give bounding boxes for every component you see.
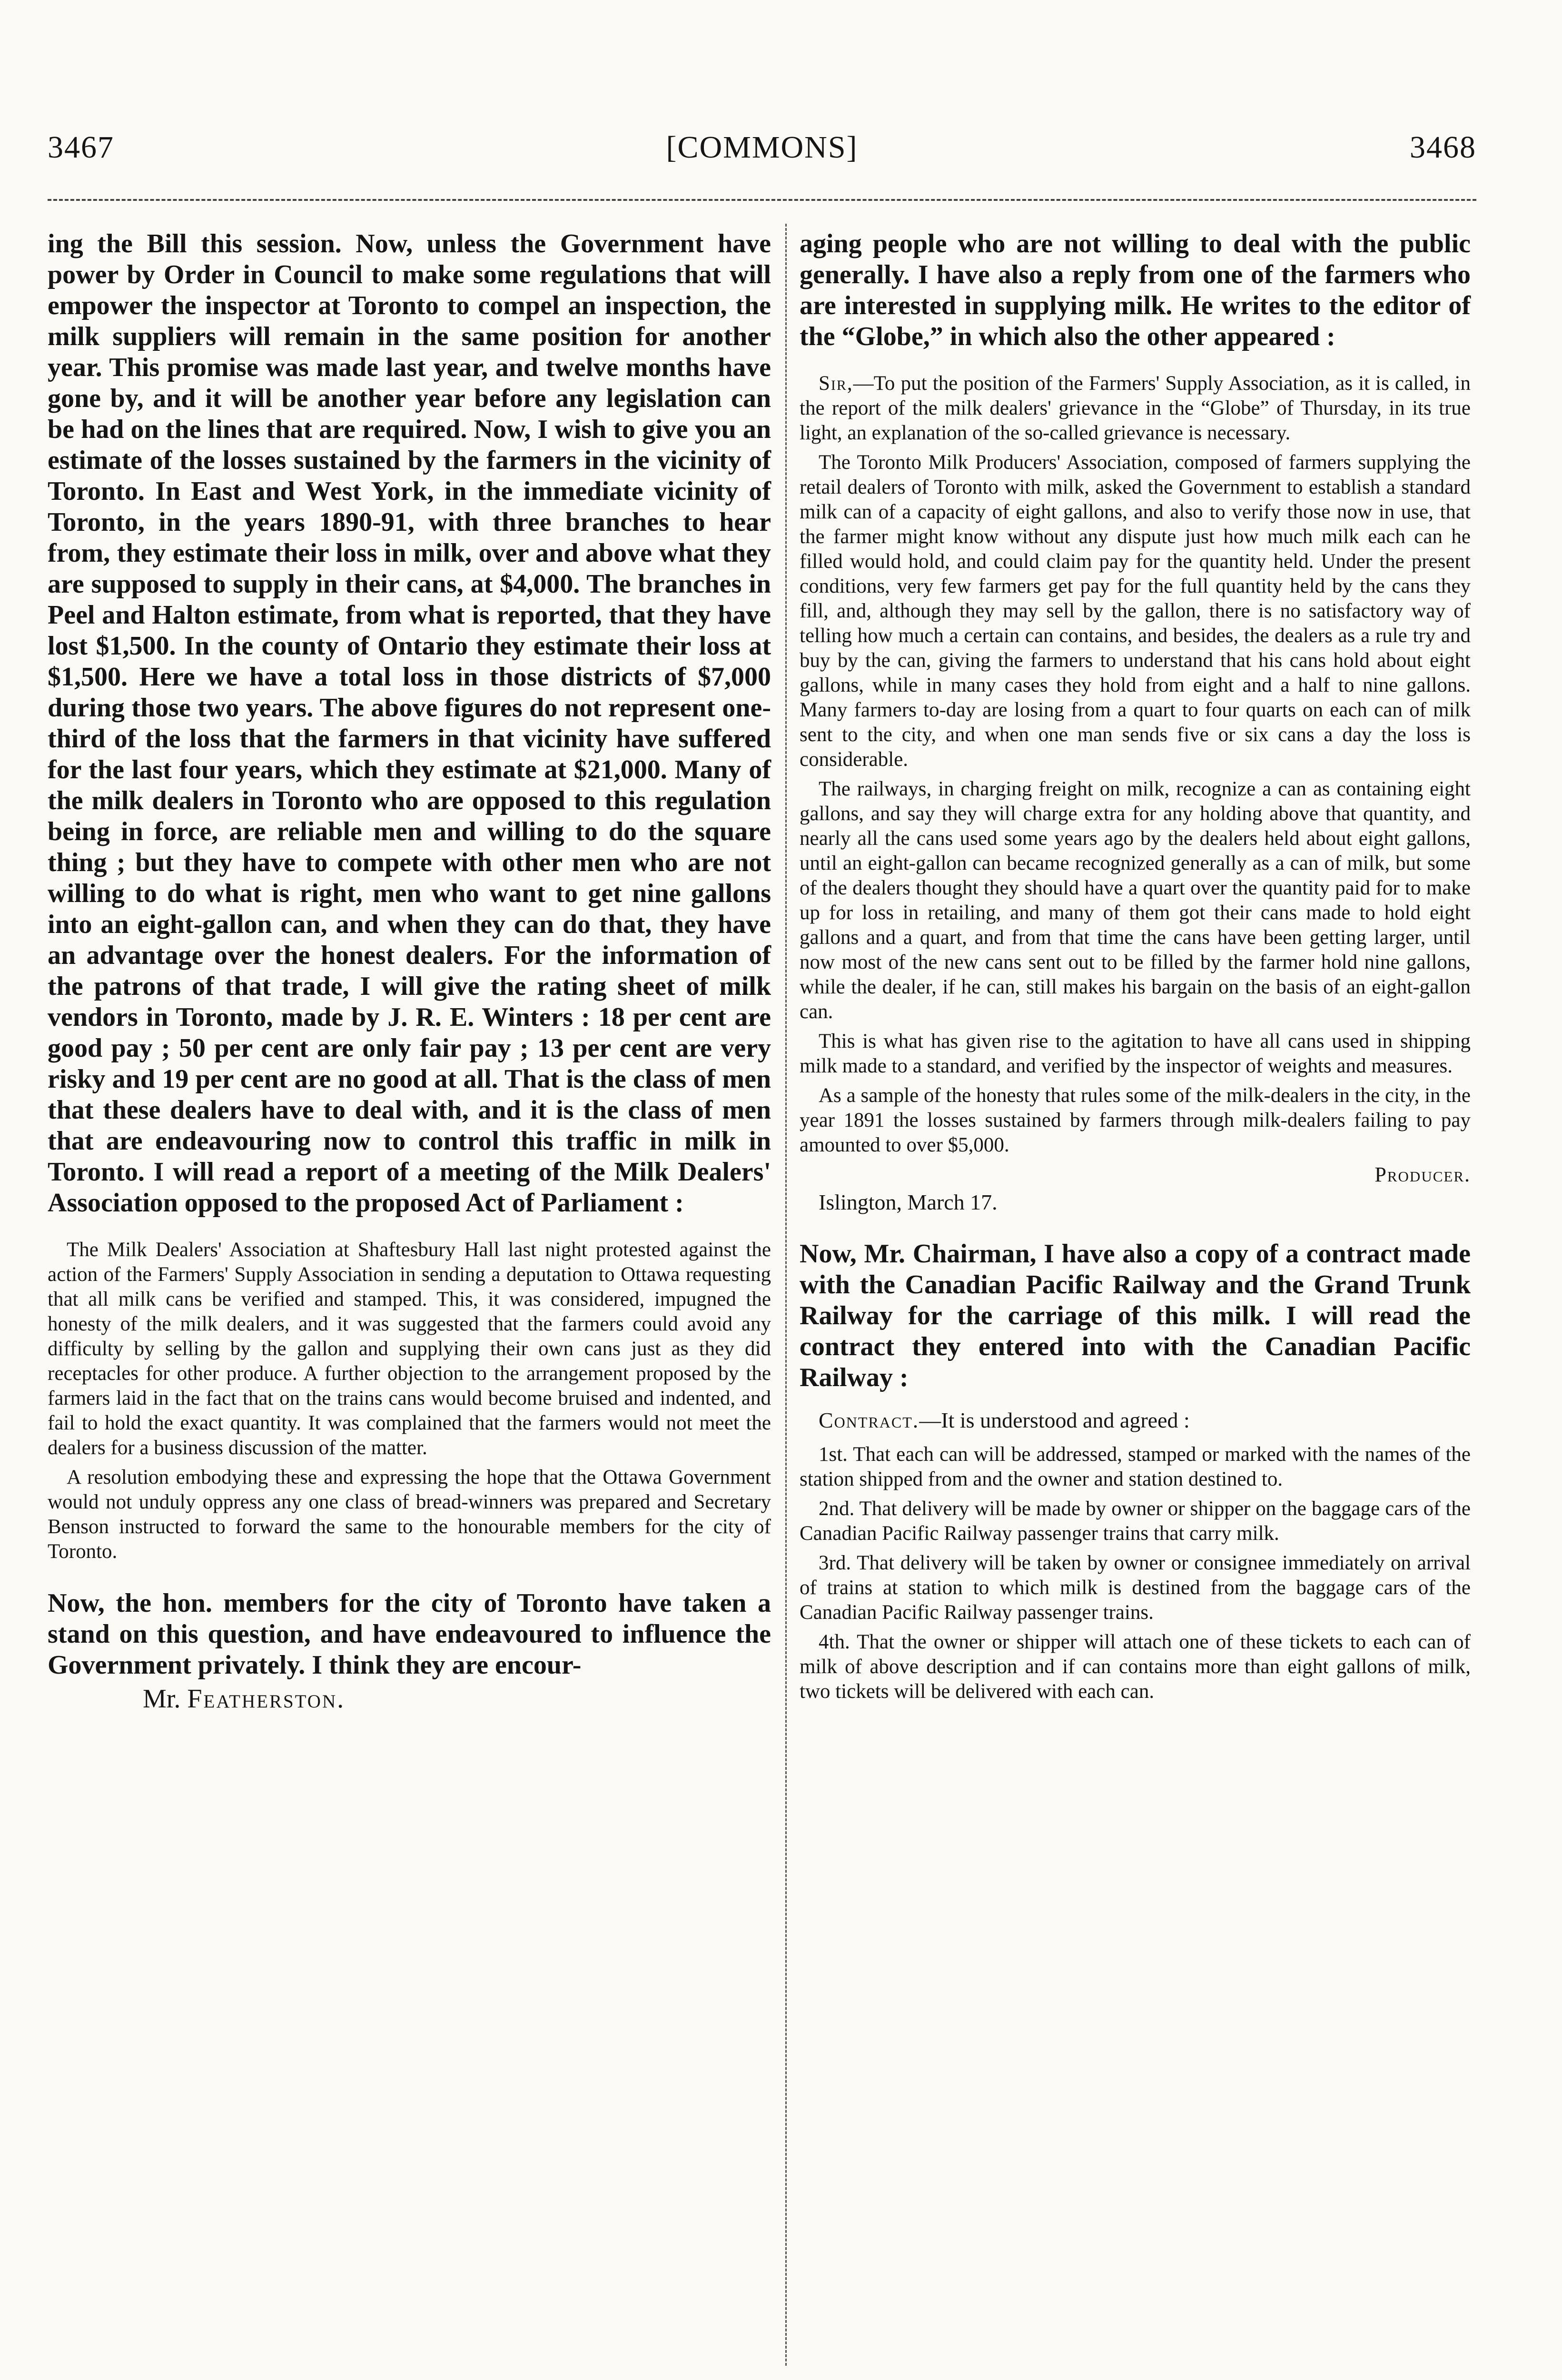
running-title: [COMMONS]: [666, 130, 858, 165]
letter-signature: Producer.: [1374, 1163, 1471, 1186]
page-number-right: 3468: [1409, 130, 1476, 165]
speech-paragraph: ing the Bill this session. Now, unless the Government have power by Order in Council to make some regulations that will empower the inspector at Toronto to compel an inspection, the milk suppliers will remain in the same position for another year. This promise was made last year, and twelve months have gone by, and it will be another year before any legislation can be had on the lines that are required. Now, I wish to give you an estimate of the losses sustained by the farmers in the vicinity of Toronto. In East and West York, in the immediate vicinity of Toronto, in the years 1890-91, with three branches to hear from, they estimate their loss in milk, over and above what they are supposed to supply in their cans, at $4,000. The branches in Peel and Halton estimate, from what is reported, that they have lost $1,500. In the county of Ontario they estimate their loss at $1,500. Here we have a total loss in those districts of $7,000 during those two years. The above figures do not represent one-third of the loss that the farmers in that vicinity have suffered for the last four years, which they estimate at $21,000. Many of the milk dealers in Toronto who are opposed to this regulation being in force, are reliable men and willing to do the square thing ; but they have to compete with other men who are not willing to do what is right, men who want to get nine gallons into an eight-gallon can, and when they can do that, they have an advantage over the honest dealers. For the information of the patrons of that trade, I will give the rating sheet of milk vendors in Toronto, made by J. R. E. Winters : 18 per cent are good pay ; 50 per cent are only fair pay ; 13 per cent are very risky and 19 per cent are no good at all. That is the class of men that these dealers have to deal with, and it is the class of men that are endeavouring now to control this traffic in milk in Toronto. I will read a report of a meeting of the Milk Dealers' Association opposed to the proposed Act of Parliament :: [48, 229, 771, 1218]
letter-paragraph: As a sample of the honesty that rules some of the milk-dealers in the city, in the year 1891 the losses sustained by farmers through milk-dealers failing to pay amounted to over $5,000.: [800, 1084, 1471, 1156]
column-divider: [785, 224, 787, 2366]
letter-salutation: Sir,: [819, 372, 853, 395]
contract-intro: —It is understood and agreed :: [919, 1408, 1190, 1432]
page-number-left: 3467: [48, 130, 114, 165]
contract-clause: 2nd. That delivery will be made by owner or shipper on the baggage cars of the Canadian Pacific Railway passenger trains that carry milk.: [800, 1497, 1471, 1545]
right-column: [800, 228, 1471, 1709]
letter-paragraph: The railways, in charging freight on milk, recognize a can as containing eight gallons, and say they will charge extra for any holding above that quantity, and nearly all the cans used some years ago by the dealers held about eight gallons, until an eight-gallon can became recognized generally as a can of milk, but some of the dealers thought they should have a quart over the quantity paid for to make up for loss in retailing, and many of them got their cans made to hold eight gallons and a quart, and from that time the cans have been getting larger, until now most of the new cans sent out to be filled by the farmer hold nine gallons, while the dealer, if he can, still makes his bargain on the basis of an eight-gallon can.: [800, 778, 1471, 1023]
speaker-footer: [143, 1684, 771, 1714]
speaker-name: Featherston.: [187, 1684, 346, 1714]
quoted-report: The Milk Dealers' Association at Shaftesbury Hall last night protested against the action of the Farmers' Supply Association in sending a deputation to Ottawa requesting that all milk cans be verified and stamped. This, it was considered, impugned the honesty of the milk dealers, and it was suggested that the farmers could avoid any difficulty by selling by the gallon and supplying their own cans just as they did receptacles for other produce. A further objection to the arrangement proposed by the farmers laid in the fact that on the trains cans would become bruised and indented, and fail to hold the exact quantity. It was complained that the farmers would not meet the dealers for a business discussion of the matter.: [48, 1239, 771, 1459]
contract-label: Contract.: [819, 1408, 919, 1432]
letter-paragraph: [800, 371, 1471, 446]
contract-heading: [800, 1408, 1471, 1433]
speech-paragraph: Now, the hon. members for the city of Toronto have taken a stand on this question, and have endeavoured to influence the Government privately. I think they are encour-: [48, 1588, 771, 1680]
header-rule: [48, 199, 1476, 201]
speech-paragraph: Now, Mr. Chairman, I have also a copy of a contract made with the Canadian Pacific Railway and the Grand Trunk Railway for the carriage of this milk. I will read the contract they entered into with the Canadian Pacific Railway :: [800, 1239, 1471, 1392]
page-header: [48, 121, 1476, 174]
contract-clause: 4th. That the owner or shipper will attach one of these tickets to each can of milk of above description and if can contains more than eight gallons of milk, two tickets will be delivered with each can.: [800, 1631, 1471, 1703]
contract-clause: 3rd. That delivery will be taken by owner or consignee immediately on arrival of trains at station to which milk is destined from the baggage cars of the Canadian Pacific Railway passenger trains.: [800, 1552, 1471, 1624]
speaker-prefix: Mr.: [143, 1684, 181, 1714]
speech-paragraph: aging people who are not willing to deal with the public generally. I have also a reply from one of the farmers who are interested in supplying milk. He writes to the editor of the “Globe,” in which also the other appeared :: [800, 229, 1471, 351]
letter-dateline: Islington, March 17.: [819, 1190, 998, 1214]
left-column: [48, 228, 771, 1714]
quoted-resolution: A resolution embodying these and expressing the hope that the Ottawa Government would not unduly oppress any one class of bread-winners was prepared and Secretary Benson instructed to forward the same to the honourable members for the city of Toronto.: [48, 1466, 771, 1563]
letter-text: —To put the position of the Farmers' Supply Association, as it is called, in the report of the milk dealers' grievance in the “Globe” of Thursday, in its true light, an explanation of the so-called grievance is necessary.: [800, 372, 1471, 444]
contract-clause: 1st. That each can will be addressed, stamped or marked with the names of the station shipped from and the owner and station destined to.: [800, 1443, 1471, 1490]
letter-paragraph: This is what has given rise to the agitation to have all cans used in shipping milk made to a standard, and verified by the inspector of weights and measures.: [800, 1030, 1471, 1077]
letter-paragraph: The Toronto Milk Producers' Association, composed of farmers supplying the retail dealers of Toronto with milk, asked the Government to establish a standard milk can of a capacity of eight gallons, and also to verify those now in use, that the farmer might know without any dispute just how much milk each can he filled would hold, and could claim pay for the quantity held. Under the present conditions, very few farmers get pay for the full quantity held by the cans they fill, and, although they may sell by the gallon, there is no satisfactory way of telling how much a certain can contains, and besides, the dealers as a rule try and buy by the can, giving the farmers to understand that his cans hold about eight gallons, while in many cases they hold from eight and a half to nine gallons. Many farmers to-day are losing from a quart to four quarts on each can of milk sent to the city, and when one man sends five or six cans a day the loss is considerable.: [800, 451, 1471, 771]
